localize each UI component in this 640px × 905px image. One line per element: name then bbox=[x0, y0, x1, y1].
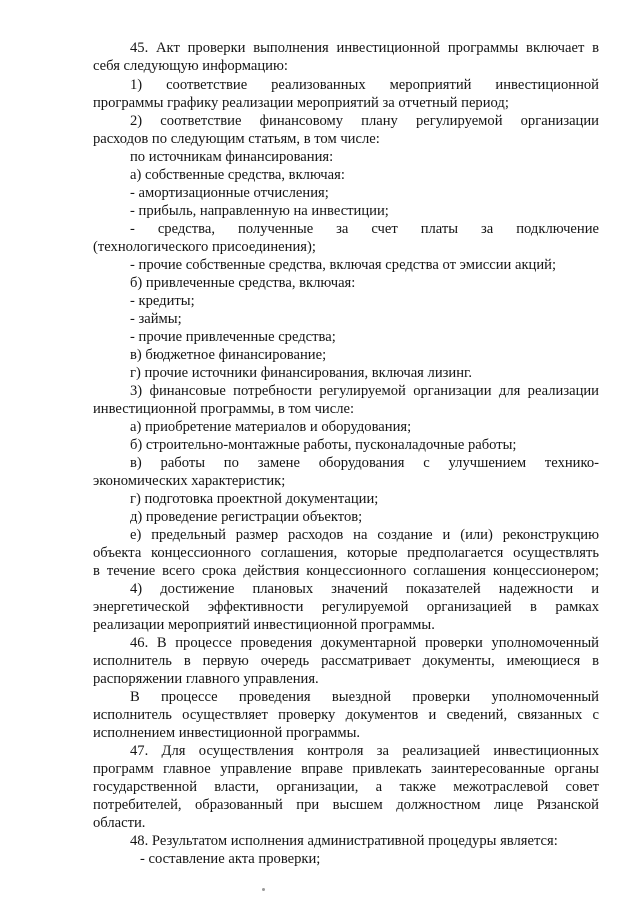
text-line: потребителей, образованный при высшем должностном лице Рязанской bbox=[93, 797, 599, 813]
text-line: В процессе проведения выездной проверки уполномоченный bbox=[130, 689, 599, 705]
text-line: - кредиты; bbox=[130, 293, 195, 309]
text-line: государственной власти, организации, а также межотраслевой совет bbox=[93, 779, 599, 795]
text-line: г) подготовка проектной документации; bbox=[130, 491, 379, 507]
text-line: б) строительно-монтажные работы, пусконаладочные работы; bbox=[130, 437, 517, 453]
text-line: е) предельный размер расходов на создание и (или) реконструкцию bbox=[130, 527, 599, 543]
text-line: расходов по следующим статьям, в том числе: bbox=[93, 131, 380, 147]
text-line: - прибыль, направленную на инвестиции; bbox=[130, 203, 389, 219]
text-line: 48. Результатом исполнения административной процедуры является: bbox=[130, 833, 558, 849]
text-line: исполнитель в первую очередь рассматривает документы, имеющиеся в bbox=[93, 653, 599, 669]
text-line: программ главное управление вправе привлекать заинтересованные органы bbox=[93, 761, 599, 777]
text-line: 45. Акт проверки выполнения инвестиционной программы включает в bbox=[130, 40, 599, 56]
text-line: 1) соответствие реализованных мероприятий инвестиционной bbox=[130, 77, 599, 93]
text-line: 2) соответствие финансовому плану регулируемой организации bbox=[130, 113, 599, 129]
text-line: - прочие привлеченные средства; bbox=[130, 329, 336, 345]
text-line: б) привлеченные средства, включая: bbox=[130, 275, 356, 291]
text-line: исполнитель осуществляет проверку документов и сведений, связанных с bbox=[93, 707, 599, 723]
text-line: исполнением инвестиционной программы. bbox=[93, 725, 361, 741]
text-line: по источникам финансирования: bbox=[130, 149, 334, 165]
text-line: - составление акта проверки; bbox=[140, 851, 321, 867]
text-line: д) проведение регистрации объектов; bbox=[130, 509, 363, 525]
text-line: энергетической эффективности регулируемой организацией в рамках bbox=[93, 599, 599, 615]
text-line: распоряжении главного управления. bbox=[93, 671, 319, 687]
text-line: г) прочие источники финансирования, включая лизинг. bbox=[130, 365, 472, 381]
text-line: экономических характеристик; bbox=[93, 473, 286, 489]
text-line: а) приобретение материалов и оборудования; bbox=[130, 419, 412, 435]
text-line: 47. Для осуществления контроля за реализацией инвестиционных bbox=[130, 743, 599, 759]
text-line: в) бюджетное финансирование; bbox=[130, 347, 327, 363]
text-line: а) собственные средства, включая: bbox=[130, 167, 345, 183]
text-line: - средства, полученные за счет платы за подключение bbox=[130, 221, 599, 237]
text-line: объекта концессионного соглашения, которые предполагается осуществлять bbox=[93, 545, 599, 561]
text-line: области. bbox=[93, 815, 146, 831]
text-line: себя следующую информацию: bbox=[93, 58, 288, 74]
text-line: 4) достижение плановых значений показателей надежности и bbox=[130, 581, 599, 597]
text-line: реализации мероприятий инвестиционной программы. bbox=[93, 617, 435, 633]
text-line: в течение всего срока действия концессионного соглашения концессионером; bbox=[93, 563, 599, 579]
text-line: 3) финансовые потребности регулируемой организации для реализации bbox=[130, 383, 599, 399]
scan-speck bbox=[262, 888, 265, 891]
text-line: - прочие собственные средства, включая средства от эмиссии акций; bbox=[130, 257, 557, 273]
text-line: (технологического присоединения); bbox=[93, 239, 316, 255]
text-line: программы графику реализации мероприятий за отчетный период; bbox=[93, 95, 509, 111]
text-line: инвестиционной программы, в том числе: bbox=[93, 401, 355, 417]
text-line: - займы; bbox=[130, 311, 182, 327]
text-line: в) работы по замене оборудования с улучшением технико- bbox=[130, 455, 599, 471]
text-line: - амортизационные отчисления; bbox=[130, 185, 329, 201]
text-line: 46. В процессе проведения документарной проверки уполномоченный bbox=[130, 635, 599, 651]
